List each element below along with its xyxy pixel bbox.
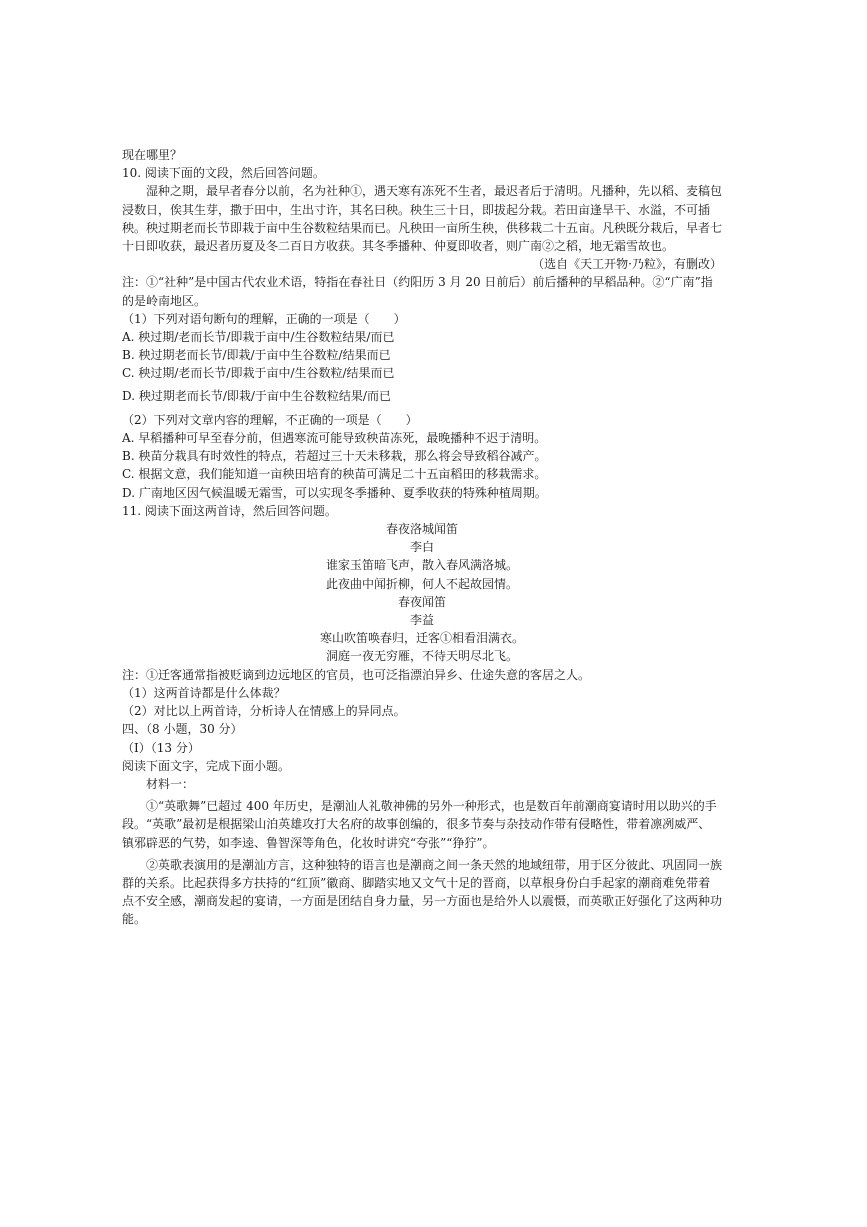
poem-1-line: 谁家玉笛暗飞声，散入春风满洛城。 [325,558,518,573]
subquestion-2-option-b: B. 秧苗分栽具有时效性的特点，若超过三十天未移栽，那么将会导致稻谷减产。 [122,449,547,464]
subquestion-1-option-b: B. 秧过期老而长节/即栽/于亩中生谷数粒/结果而已 [122,348,391,363]
subquestion-2-option-a: A. 早稻播种可早至春分前，但遇寒流可能导致秧苗冻死，最晚播种不迟于清明。 [122,431,547,446]
subquestion-1-option-d: D. 秧过期老而长节/即栽/于亩中生谷数粒结果/而已 [122,388,391,403]
section-4-part: （Ⅰ）（13 分） [122,740,200,755]
subquestion-2-stem: （2）下列对文章内容的理解，不正确的一项是（ ） [122,412,418,427]
carryover-text: 现在哪里？ [122,148,183,162]
question-11-heading: 11. 阅读下面这两首诗，然后回答问题。 [122,503,337,518]
poem-2-line: 洞庭一夜无穷雁，不待天明尽北飞。 [325,649,518,664]
material-paragraph-1: ①“英歌舞”已超过 400 年历史，是潮汕人礼敬神佛的另外一种形式，也是数百年前潮商宴请时用以助兴的手段。“英歌”最初是根据梁山泊英雄攻打大名府的故事创编的，很多节奏与杂技动作带有侵略性，带着凛冽威严、镇邪辟恶的气势，如李逵、鲁智深等角色，化妆时讲究“夸张”“狰狞”。 [122,799,717,850]
question-11-note: 注：①迁客通常指被贬谪到边远地区的官员，也可泛指漂泊异乡、仕途失意的客居之人。 [122,667,591,682]
subquestion-1-option-c: C. 秧过期/老而长节/即栽于亩中/生谷数粒/结果而已 [122,366,395,381]
material-paragraph-2: ②英歌表演用的是潮汕方言，这种独特的语言也是潮商之间一条天然的地域纽带，用于区分彼此、巩固同一族群的关系。比起获得多方扶持的“红顶”徽商、脚踏实地又文气十足的晋商，以草根身份白手起家的潮商难免带着点不安全感，潮商发起的宴请，一方面是团结自身力量，另一方面也是给外人以震慑，而英歌正好强化了这两种功能。 [122,857,723,927]
question-11-subquestion-1: （1）这两首诗都是什么体裁？ [122,685,286,700]
section-4-heading: 四、（8 小题，30 分） [122,722,243,737]
poem-1-line: 此夜曲中闻折柳，何人不起故园情。 [325,576,518,591]
question-11-subquestion-2: （2）对比以上两首诗，分析诗人在情感上的异同点。 [122,704,406,719]
question-10-note: 注：①“社种”是中国古代农业术语，特指在春社日（约阳历 3 月 20 日前后）前后播种的早稻品种。②“广南”指的是岭南地区。 [122,275,713,308]
poem-2-line: 寒山吹笛唤春归，迁客①相看泪满衣。 [319,631,524,646]
question-10-heading: 10. 阅读下面的文段，然后回答问题。 [122,166,325,181]
section-4-instruction: 阅读下面文字，完成下面小题。 [122,758,291,773]
subquestion-1-stem: （1）下列对语句断句的理解，正确的一项是（ ） [122,311,406,326]
poem-2-author: 李益 [409,613,434,628]
subquestion-2-option-d: D. 广南地区因气候温暖无霜雪，可以实现冬季播种、夏季收获的特殊种植周期。 [122,485,547,500]
passage-source: （选自《天工开物·乃粒》，有删改） [532,257,722,272]
poem-1-author: 李白 [409,540,434,555]
exam-page [122,146,722,929]
poem-1-title: 春夜洛城闻笛 [385,522,458,537]
subquestion-1-option-a: A. 秧过期/老而长节/即栽于亩中/生谷数粒结果/而已 [122,330,395,345]
material-label: 材料一： [146,776,195,791]
subquestion-2-option-c: C. 根据文意，我们能知道一亩秧田培育的秧苗可满足二十五亩稻田的移栽需求。 [122,467,547,482]
poem-2-title: 春夜闻笛 [397,594,446,609]
question-10-passage: 湿种之期，最早者春分以前，名为社种①，遇天寒有冻死不生者，最迟者后于清明。凡播种，先以稻、麦稿包浸数日，俟其生芽，撒于田中，生出寸许，其名曰秧。秧生三十日，即拔起分栽。若田亩逢旱干、水溢，不可插秧。秧过期老而长节即栽于亩中生谷数粒结果而已。凡秧田一亩所生秧，供移栽二十五亩。凡秧既分栽后，早者七十日即收获，最迟者历夏及冬二百日方收获。其冬季播种、仲夏即收者，则广南②之稻，地无霜雪故也。 [122,184,723,254]
